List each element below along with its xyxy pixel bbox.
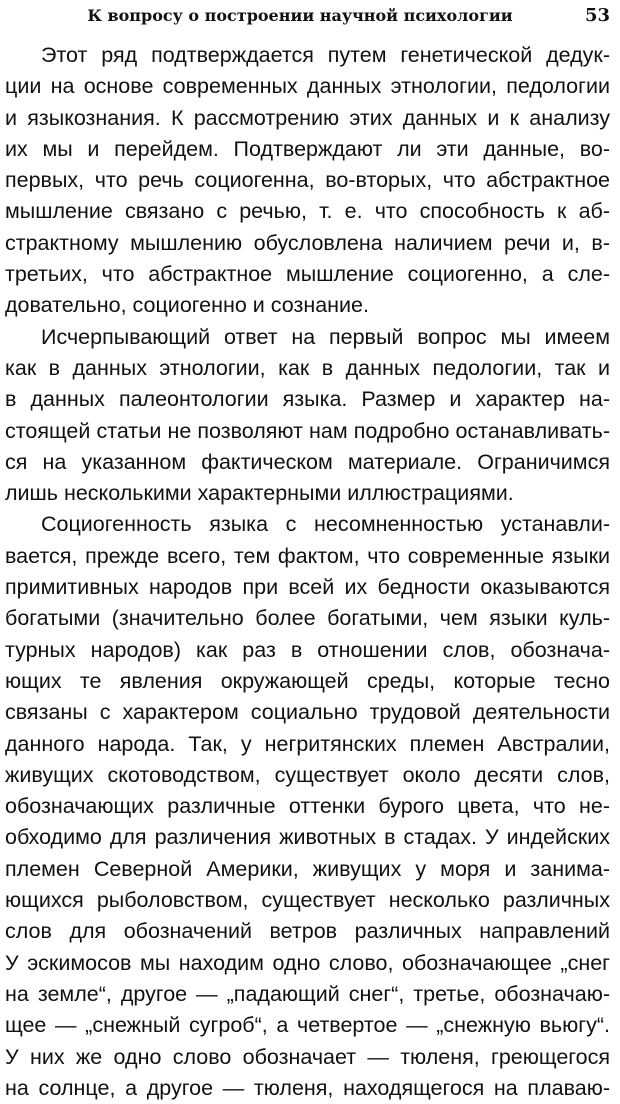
text-line: слов для обозначений ветров различных направлений xyxy=(5,919,610,944)
text-line: Социогенность языка с несомненностью устанавли- xyxy=(41,512,610,537)
text-line: лишь несколькими характерными иллюстрациями. xyxy=(5,481,514,506)
text-line: примитивных народов при всей их бедности оказываются xyxy=(5,575,610,600)
text-line: третьих, что абстрактное мышление социогенно, а сле- xyxy=(5,262,610,287)
paragraph xyxy=(5,322,610,510)
text-line: в данных палеонтологии языка. Размер и характер на- xyxy=(5,387,610,412)
text-line: на земле“, другое — „падающий снег“, третье, обозначаю- xyxy=(5,981,610,1006)
paragraph xyxy=(5,40,610,322)
text-line: ющихся рыболовством, существует несколько различных xyxy=(5,888,610,913)
text-line: У эскимосов мы находим одно слово, обозначающее „снег xyxy=(5,950,610,975)
text-line: вается, прежде всего, тем фактом, что современные языки xyxy=(5,543,610,568)
text-line: турных народов) как раз в отношении слов, обознача- xyxy=(5,637,610,662)
page-number: 53 xyxy=(584,5,610,26)
text-line: обозначающих различные оттенки бурого цвета, что не- xyxy=(5,794,610,819)
text-line: и языкознания. К рассмотрению этих данных и к анализу xyxy=(5,105,610,130)
text-line: данного народа. Так, у негритянских племен Австралии, xyxy=(5,731,610,756)
text-line: ющих те явления окружающей среды, которые тесно xyxy=(5,668,610,693)
text-line: мышление связано с речью, т. е. что способность к аб- xyxy=(5,199,610,224)
text-line: на солнце, а другое — тюленя, находящегося на плаваю- xyxy=(5,1075,610,1100)
text-line: живущих скотоводством, существует около десяти слов, xyxy=(5,762,610,787)
text-line: как в данных этнологии, как в данных педологии, так и xyxy=(5,355,610,380)
body-text xyxy=(5,40,610,1104)
text-line: страктному мышлению обусловлена наличием речи и, в- xyxy=(5,230,610,255)
text-line: довательно, социогенно и сознание. xyxy=(5,293,369,318)
text-line: племен Северной Америки, живущих у моря и занима- xyxy=(5,856,610,881)
text-line: связаны с характером социально трудовой деятельности xyxy=(5,700,610,725)
text-line: У них же одно слово обозначает — тюленя, греющегося xyxy=(5,1044,610,1069)
text-line: обходимо для различения животных в стадах. У индейских xyxy=(5,825,610,850)
text-line: ции на основе современных данных этнологии, педологии xyxy=(5,74,610,99)
text-line: их мы и перейдем. Подтверждают ли эти данные, во- xyxy=(5,136,610,161)
text-line: богатыми (значительно более богатыми, чем языки куль- xyxy=(5,606,610,631)
running-title: К вопросу о построении научной психологии xyxy=(87,6,513,25)
text-line: Исчерпывающий ответ на первый вопрос мы имеем xyxy=(41,324,610,349)
text-line: ся на указанном фактическом материале. Ограничимся xyxy=(5,449,610,474)
text-line: первых, что речь социогенна, во-вторых, что абстрактное xyxy=(5,168,610,193)
text-line: стоящей статьи не позволяют нам подробно останавливать- xyxy=(5,418,610,443)
running-head xyxy=(20,4,610,30)
paragraph xyxy=(5,509,610,1104)
text-line: Этот ряд подтверждается путем генетической дедук- xyxy=(41,43,610,67)
text-line: щее — „снежный сугроб“, а четвертое — „снежную вьюгу“. xyxy=(5,1013,610,1038)
